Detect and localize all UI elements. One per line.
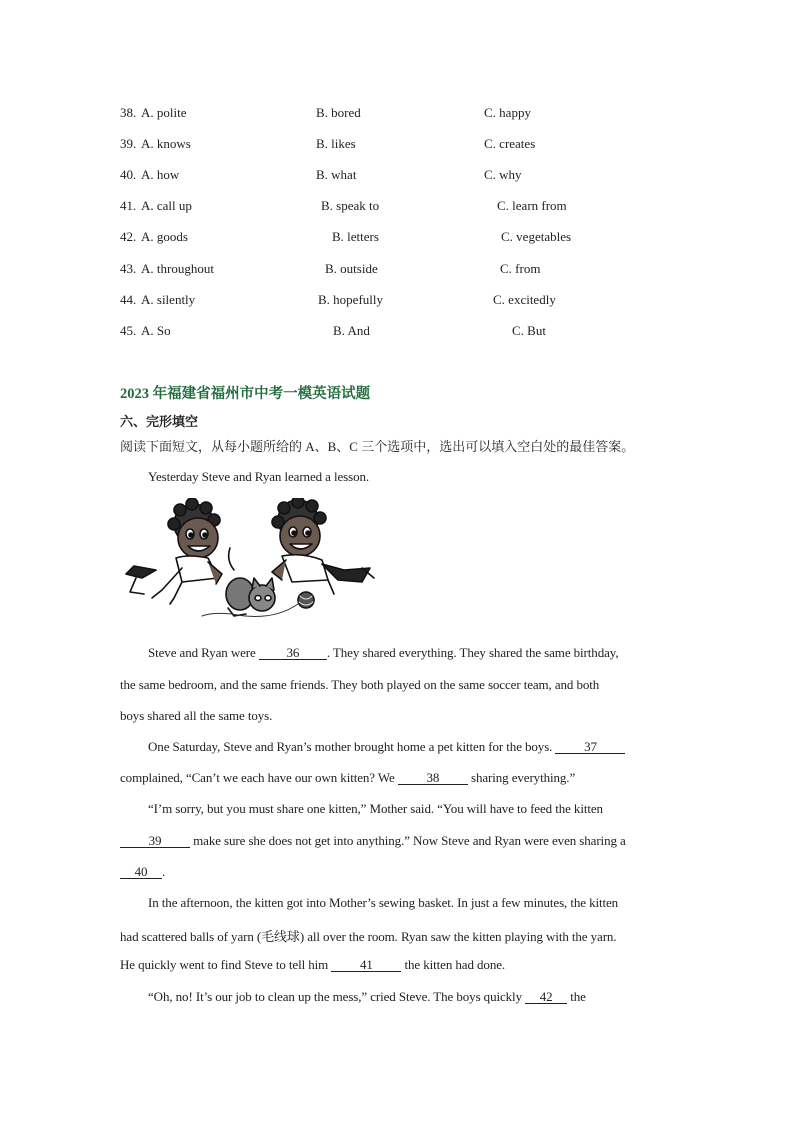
option-row-40 [0,167,794,187]
passage-line: In the afternoon, the kitten got into Mother’s sewing basket. In just a few minutes, the kitten [148,895,619,910]
blank-37[interactable]: 37 [555,740,625,754]
question-number: 40. [120,167,137,182]
section-label: 六、完形填空 [120,414,199,429]
choice-b: B. And [333,323,370,338]
passage-line [120,833,680,849]
choice-a: A. goods [141,229,188,244]
passage-text: “Oh, no! It’s our job to clean up the mess,” cried Steve. The boys quickly [148,989,526,1004]
passage-text: the [567,989,586,1004]
passage-text: complained, “Can’t we each have our own kitten? We [120,770,398,785]
choice-c: C. vegetables [501,229,572,244]
choice-a: A. how [141,167,180,182]
passage-line: boys shared all the same toys. [120,708,273,723]
choice-a: A. throughout [141,261,214,276]
passage-intro: Yesterday Steve and Ryan learned a lesson. [148,469,370,484]
option-row-43 [0,261,794,281]
choice-c: C. creates [484,136,536,151]
choice-c: C. learn from [497,198,567,213]
passage-text: sharing everything.” [467,770,576,785]
choice-b: B. likes [316,136,356,151]
choice-c: C. from [500,261,541,276]
question-number: 45. [120,323,137,338]
option-row-45 [0,323,794,343]
passage-line [148,739,708,755]
passage-line: the same bedroom, and the same friends. They both played on the same soccer team, and both [120,677,600,692]
choice-a: A. call up [141,198,192,213]
passage-text: One Saturday, Steve and Ryan’s mother brought home a pet kitten for the boys. [148,739,556,754]
option-row-39 [0,136,794,156]
choice-c: C. happy [484,105,531,120]
blank-40[interactable]: 40 [120,865,162,879]
choice-b: B. outside [325,261,378,276]
passage-line: had scattered balls of yarn (毛线球) all over the room. Ryan saw the kitten playing with the yarn. [120,929,617,944]
passage-text: the kitten had done. [401,957,506,972]
passage-line [148,989,708,1005]
passage-line [120,957,680,973]
passage-text: make sure she does not get into anything.” Now Steve and Ryan were even sharing a [190,833,626,848]
choice-b: B. what [316,167,357,182]
question-number: 38. [120,105,137,120]
blank-36[interactable]: 36 [259,646,327,660]
choice-b: B. bored [316,105,361,120]
option-row-42 [0,229,794,249]
choice-a: A. So [141,323,171,338]
passage-text: Steve and Ryan were [148,645,259,660]
question-number: 39. [120,136,137,151]
choice-a: A. polite [141,105,187,120]
passage-line: “I’m sorry, but you must share one kitten,” Mother said. “You will have to feed the kitten [148,801,603,816]
choice-b: B. speak to [321,198,380,213]
passage-text: . They shared everything. They shared the same birthday, [326,645,619,660]
choice-b: B. hopefully [318,292,383,307]
instruction: 阅读下面短文，从每小题所给的 A、B、C 三个选项中，选出可以填入空白处的最佳答案。 [120,439,635,454]
question-number: 44. [120,292,137,307]
question-number: 41. [120,198,137,213]
question-number: 43. [120,261,137,276]
option-row-38 [0,105,794,125]
question-number: 42. [120,229,137,244]
choice-c: C. why [484,167,522,182]
boys-kitten-illustration [122,498,378,630]
passage-line [120,864,680,880]
exam-title: 2023 年福建省福州市中考一模英语试题 [120,386,371,402]
blank-42[interactable]: 42 [525,990,567,1004]
choice-a: A. knows [141,136,191,151]
blank-38[interactable]: 38 [398,771,468,785]
option-row-41 [0,198,794,218]
passage-text: He quickly went to find Steve to tell him [120,957,332,972]
choice-a: A. silently [141,292,196,307]
choice-c: C. But [512,323,546,338]
passage-line [120,770,680,786]
blank-41[interactable]: 41 [331,958,401,972]
choice-c: C. excitedly [493,292,556,307]
option-row-44 [0,292,794,312]
blank-39[interactable]: 39 [120,834,190,848]
passage-line [148,645,708,661]
choice-b: B. letters [332,229,379,244]
passage-text: . [162,864,166,879]
